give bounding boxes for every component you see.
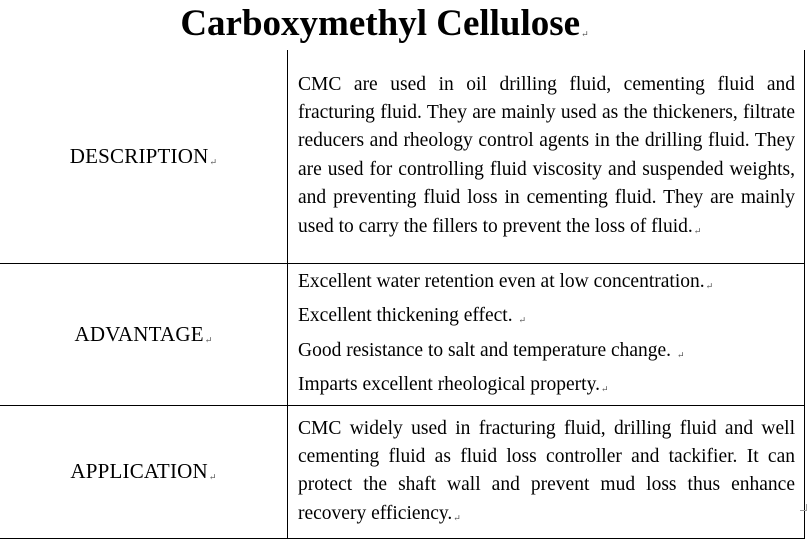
paragraph-mark-icon: ↵ (600, 384, 609, 394)
paragraph-mark-icon: ↵ (693, 225, 702, 236)
table-row-advantage (0, 263, 805, 405)
advantage-item (298, 336, 795, 371)
application-text-cell (288, 405, 805, 539)
paragraph-mark-icon: ↵ (208, 472, 217, 483)
table-row-application (0, 405, 805, 539)
application-text: CMC widely used in fracturing fluid, drilling fluid and well cementing fluid as fluid loss controller and tackifier. It can protect the shaft wall and prevent mud loss thus enhance recovery efficiency. (298, 417, 795, 524)
paragraph-mark-icon: ↵ (581, 29, 589, 39)
row-label: APPLICATION (70, 459, 208, 484)
advantage-item-text: Imparts excellent rheological property. (298, 374, 600, 395)
advantage-item (298, 301, 795, 336)
label-cell-advantage (0, 263, 288, 405)
advantage-item (298, 267, 795, 302)
description-text-cell (288, 50, 805, 263)
advantage-item (298, 370, 795, 405)
paragraph-mark-icon: ↵ (453, 512, 461, 523)
title-text: Carboxymethyl Cellulose (180, 3, 581, 44)
spec-table (0, 50, 805, 539)
advantage-list-cell (288, 263, 805, 405)
paragraph-mark-icon: ↵ (518, 315, 527, 325)
advantage-item-text: Excellent water retention even at low concentration. (298, 270, 705, 292)
advantage-item-text: Excellent thickening effect. (298, 305, 513, 326)
advantage-item-text: Good resistance to salt and temperature change. (298, 339, 672, 361)
table-row-description (0, 50, 805, 263)
page-corner-marker (800, 504, 807, 511)
document-title (0, 2, 769, 56)
paragraph-mark-icon: ↵ (676, 349, 685, 360)
row-label: DESCRIPTION (69, 143, 209, 168)
description-text: CMC are used in oil drilling fluid, cementing fluid and fracturing fluid. They are mainly used as the thickeners, filtrate reducers and rheology control agents in the drilling fluid. They are used for controlling fluid viscosity and suspended weights, and preventing fluid loss in cementing fluid. They are mainly used to carry the fillers to prevent the loss of fluid. (298, 73, 795, 237)
label-cell-application (0, 405, 288, 539)
row-label: ADVANTAGE (74, 321, 204, 346)
paragraph-mark-icon: ↵ (209, 156, 218, 167)
paragraph-mark-icon: ↵ (204, 334, 213, 345)
paragraph-mark-icon: ↵ (705, 280, 714, 291)
label-cell-description (0, 50, 288, 263)
